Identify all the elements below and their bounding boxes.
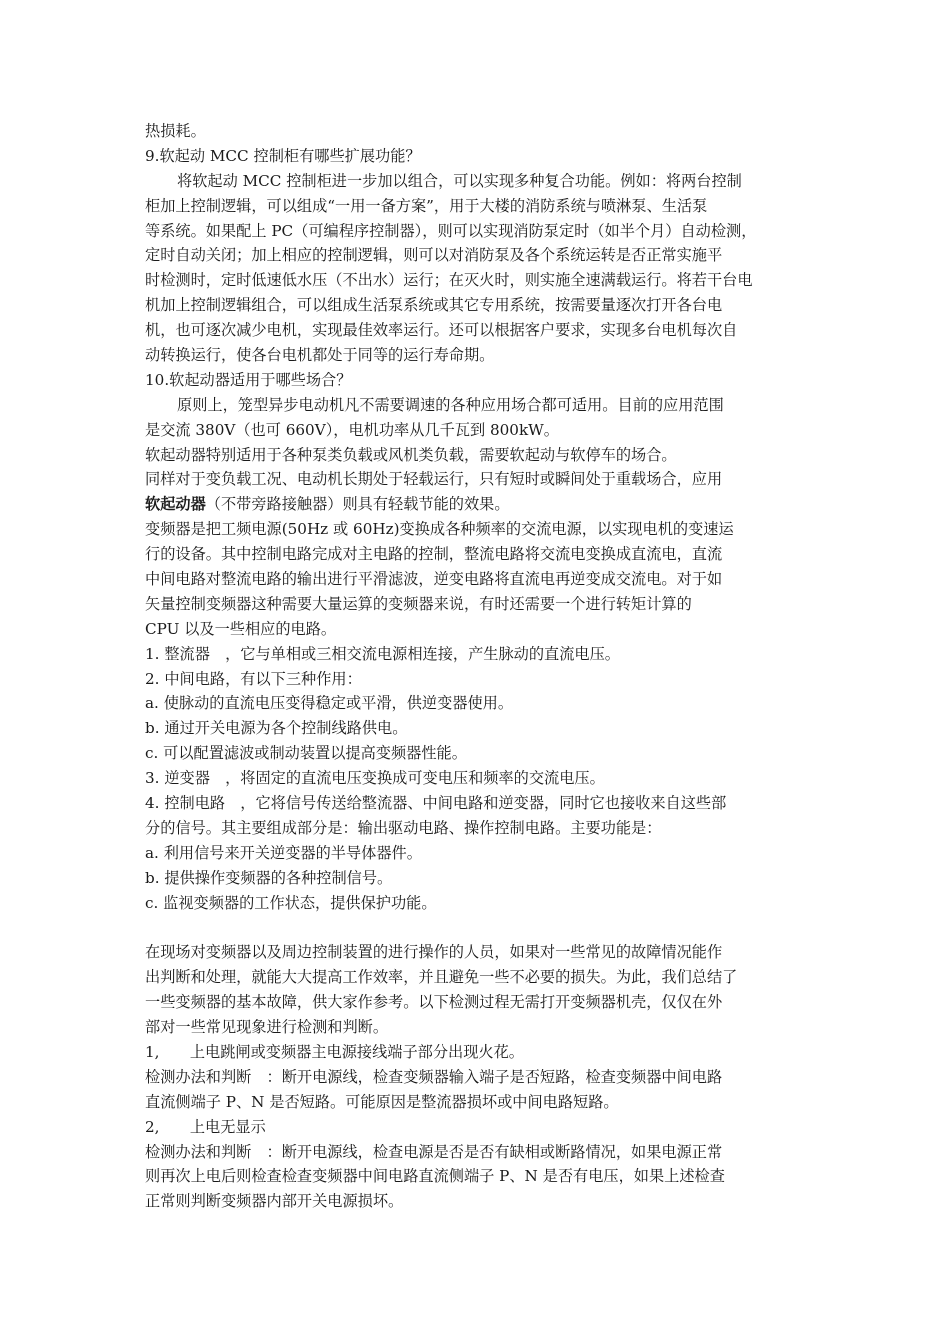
line-text: 在现场对变频器以及周边控制装置的进行操作的人员，如果对一些常见的故障情况能作	[145, 943, 723, 962]
text-line	[145, 617, 810, 642]
text-line	[145, 841, 810, 866]
text-line	[145, 418, 810, 443]
text-line	[145, 219, 810, 244]
line-text: b. 通过开关电源为各个控制线路供电。	[145, 719, 408, 738]
line-text: 一些变频器的基本故障，供大家作参考。以下检测过程无需打开变频器机壳，仅仅在外	[145, 993, 723, 1012]
text-line	[145, 243, 810, 268]
text-line	[145, 293, 810, 318]
line-text: 矢量控制变频器这种需要大量运算的变频器来说，有时还需要一个进行转矩计算的	[145, 594, 692, 613]
text-line	[145, 368, 810, 393]
line-text: 1, 上电跳闸或变频器主电源接线端子部分出现火花。	[145, 1042, 524, 1061]
text-line	[145, 542, 810, 567]
bold-term: 软起动器	[145, 495, 206, 514]
text-line	[145, 467, 810, 492]
text-line	[145, 592, 810, 617]
line-text: 动转换运行，使各台电机都处于同等的运行寿命期。	[145, 346, 495, 365]
text-line	[145, 393, 810, 418]
text-line	[145, 169, 810, 194]
line-text: 机，也可逐次减少电机，实现最佳效率运行。还可以根据客户要求，实现多台电机每次自	[145, 321, 738, 340]
text-line	[145, 144, 810, 169]
line-text: CPU 以及一些相应的电路。	[145, 619, 337, 638]
line-text: 2, 上电无显示	[145, 1117, 266, 1136]
line-text: 原则上，笼型异步电动机凡不需要调速的各种应用场合都可适用。目前的应用范围	[177, 395, 724, 414]
line-text: 1. 整流器 ，它与单相或三相交流电源相连接，产生脉动的直流电压。	[145, 644, 620, 663]
text-line	[145, 940, 810, 965]
text-line	[145, 990, 810, 1015]
blank-line	[145, 916, 810, 941]
line-text: c. 监视变频器的工作状态，提供保护功能。	[145, 893, 437, 912]
line-text: 10.软起动器适用于哪些场合？	[145, 370, 352, 389]
line-text: 中间电路对整流电路的输出进行平滑滤波，逆变电路将直流电再逆变成交流电。对于如	[145, 570, 723, 589]
line-text: 则再次上电后则检查检查变频器中间电路直流侧端子 P、N 是否有电压，如果上述检查	[145, 1167, 725, 1186]
line-text: 时检测时，定时低速低水压（不出水）运行；在灭火时，则实施全速满载运行。将若干台电	[145, 271, 753, 290]
text-line	[145, 567, 810, 592]
text-line	[145, 1189, 810, 1214]
text-line	[145, 343, 810, 368]
line-text: 软起动器特别适用于各种泵类负载或风机类负载，需要软起动与软停车的场合。	[145, 445, 677, 464]
line-text: 9.软起动 MCC 控制柜有哪些扩展功能？	[145, 146, 421, 165]
line-text: 变频器是把工频电源(50Hz 或 60Hz)变换成各种频率的交流电源，以实现电机的变速运	[145, 520, 734, 539]
text-line	[145, 1140, 810, 1165]
text-line	[145, 1015, 810, 1040]
line-text: 3. 逆变器 ，将固定的直流电压变换成可变电压和频率的交流电压。	[145, 769, 605, 788]
text-line	[145, 716, 810, 741]
line-text: c. 可以配置滤波或制动装置以提高变频器性能。	[145, 744, 467, 763]
text-line	[145, 816, 810, 841]
text-line	[145, 119, 810, 144]
text-line	[145, 1115, 810, 1140]
text-line	[145, 1090, 810, 1115]
text-line	[145, 517, 810, 542]
line-text: 正常则判断变频器内部开关电源损坏。	[145, 1192, 404, 1211]
line-text: 检测办法和判断 ：断开电源线，检查电源是否是否有缺相或断路情况，如果电源正常	[145, 1142, 723, 1161]
text-line	[145, 318, 810, 343]
line-text: 同样对于变负载工况、电动机长期处于轻载运行，只有短时或瞬间处于重载场合，应用	[145, 470, 723, 489]
text-line	[145, 766, 810, 791]
line-text: 分的信号。其主要组成部分是：输出驱动电路、操作控制电路。主要功能是：	[145, 818, 662, 837]
line-text: a. 使脉动的直流电压变得稳定或平滑，供逆变器使用。	[145, 694, 514, 713]
line-text: 行的设备。其中控制电路完成对主电路的控制，整流电路将交流电变换成直流电，直流	[145, 545, 723, 564]
line-text: 热损耗。	[145, 122, 206, 140]
text-line	[145, 691, 810, 716]
line-text: 柜加上控制逻辑，可以组成“一用一备方案”，用于大楼的消防系统与喷淋泵、生活泵	[145, 196, 708, 215]
text-line	[145, 891, 810, 916]
text-line	[145, 642, 810, 667]
text-line	[145, 1065, 810, 1090]
line-text: 部对一些常见现象进行检测和判断。	[145, 1018, 388, 1037]
text-line	[145, 1164, 810, 1189]
text-line	[145, 194, 810, 219]
line-text: 检测办法和判断 ：断开电源线，检查变频器输入端子是否短路，检查变频器中间电路	[145, 1067, 723, 1086]
line-text: 机加上控制逻辑组合，可以组成生活泵系统或其它专用系统，按需要量逐次打开各台电	[145, 296, 723, 315]
line-text: 出判断和处理，就能大大提高工作效率，并且避免一些不必要的损失。为此，我们总结了	[145, 968, 738, 987]
text-line	[145, 492, 810, 517]
line-text: 定时自动关闭；加上相应的控制逻辑，则可以对消防泵及各个系统运转是否正常实施平	[145, 246, 723, 265]
text-line	[145, 1040, 810, 1065]
line-text: 2. 中间电路，有以下三种作用：	[145, 669, 362, 688]
line-text: 等系统。如果配上 PC（可编程序控制器），则可以实现消防泵定时（如半个月）自动检测，	[145, 221, 757, 240]
line-text: b. 提供操作变频器的各种控制信号。	[145, 868, 393, 887]
line-text: 4. 控制电路 ，它将信号传送给整流器、中间电路和逆变器，同时它也接收来自这些部	[145, 794, 727, 813]
text-line	[145, 443, 810, 468]
text-line	[145, 667, 810, 692]
text-line	[145, 268, 810, 293]
text-line	[145, 741, 810, 766]
line-text: 直流侧端子 P、N 是否短路。可能原因是整流器损坏或中间电路短路。	[145, 1092, 619, 1111]
line-text: （不带旁路接触器）则具有轻载节能的效果。	[205, 495, 510, 514]
document-body	[145, 119, 810, 1214]
line-text: a. 利用信号来开关逆变器的半导体器件。	[145, 843, 422, 862]
line-text: 是交流 380V（也可 660V），电机功率从几千瓦到 800kW。	[145, 420, 559, 439]
text-line	[145, 866, 810, 891]
text-line	[145, 791, 810, 816]
text-line	[145, 965, 810, 990]
line-text: 将软起动 MCC 控制柜进一步加以组合，可以实现多种复合功能。例如：将两台控制	[177, 171, 742, 190]
